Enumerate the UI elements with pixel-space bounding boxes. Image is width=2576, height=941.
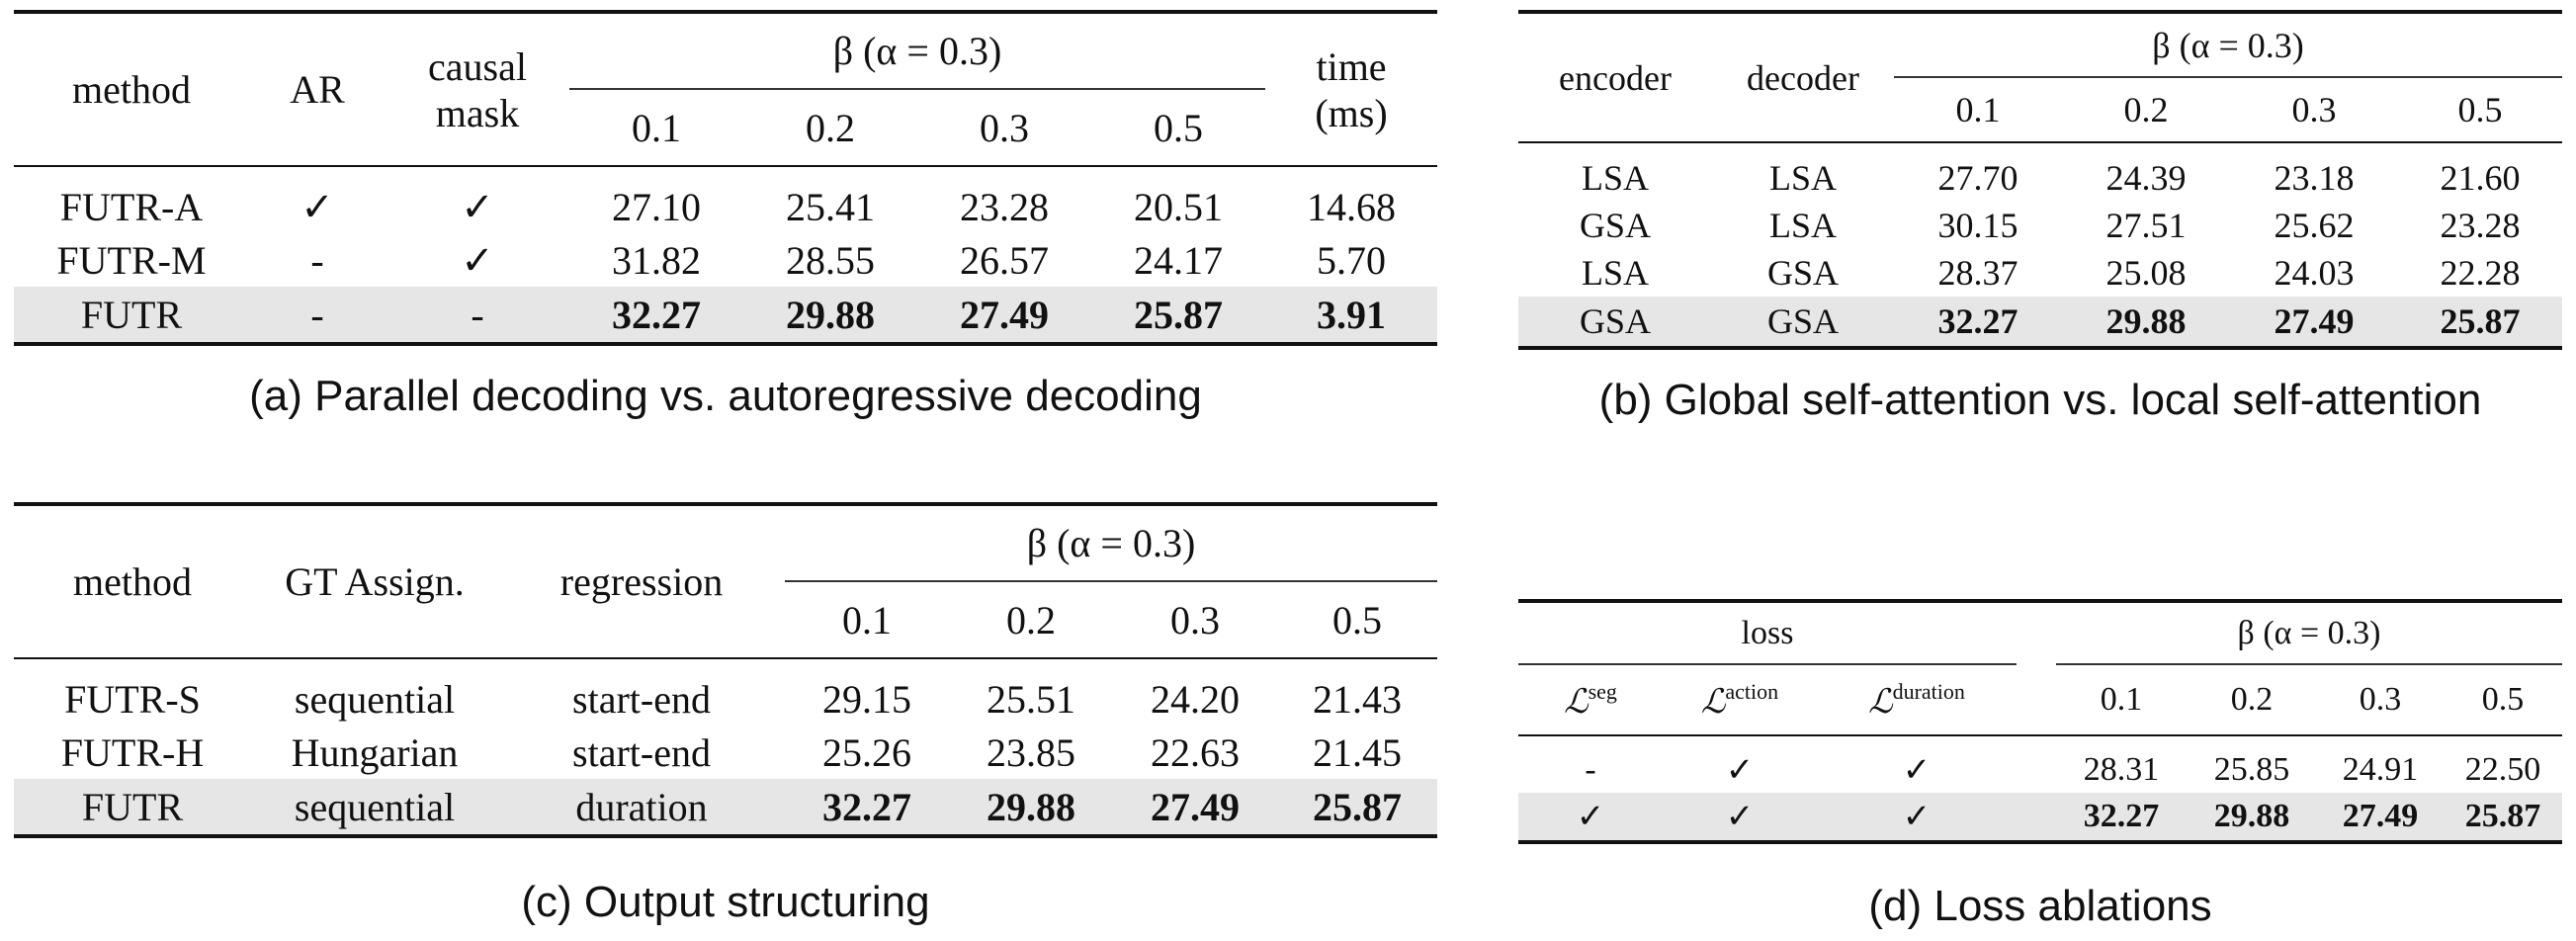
- check-mark: ✓: [301, 184, 334, 229]
- table-c-panel: [14, 502, 1437, 927]
- table-row: - ✓ ✓ 28.31 25.85 24.91 22.50: [1518, 747, 2562, 793]
- check-mark: ✓: [1518, 793, 1663, 842]
- header-causal-mask: causal mask: [428, 43, 527, 135]
- header-l-seg: ℒ$^{seg}$: [1564, 678, 1617, 722]
- header-beta: β (α = 0.3): [1894, 12, 2562, 77]
- header-loss: loss: [1518, 601, 2017, 664]
- table-row: FUTR-H Hungarian start-end 25.26 23.85 22.63 21.45: [60, 729, 1402, 775]
- check-mark: ✓: [461, 237, 494, 283]
- check-mark: ✓: [1663, 793, 1817, 842]
- caption-d: (d) Loss ablations: [1868, 882, 2212, 930]
- header-ar: AR: [290, 67, 345, 112]
- table-row-highlight: FUTR - - 32.27 29.88 27.49 25.87 3.91: [14, 287, 1437, 344]
- caption-b: (b) Global self-attention vs. local self-attention: [1598, 376, 2482, 424]
- table-row-highlight: ✓ ✓ ✓ 32.27 29.88 27.49 25.87: [1518, 793, 2562, 842]
- table-b-panel: [1518, 10, 2562, 425]
- check-mark: ✓: [1902, 752, 1932, 789]
- header-decoder: decoder: [1747, 57, 1859, 98]
- table-d-panel: [1518, 599, 2562, 931]
- table-row: LSA GSA 28.37 25.08 24.03 22.28: [1581, 253, 2521, 293]
- table-b: encoder decoder β (α = 0.3) 0.1 0.2 0.3 0.5 LSA LSA 27.70 24.39 23.18 21.60 GSA LSA 30.15 27.51 25.62 23.28 LSA GSA 28.37 25.08 24.03 22.28 GSA GSA 32.27 29.88 27.49 25.87: [1518, 10, 2562, 350]
- header-method: method: [72, 67, 191, 112]
- header-gt-assign: GT Assign.: [285, 559, 465, 604]
- beta-col: 0.3: [980, 105, 1029, 150]
- table-row: LSA LSA 27.70 24.39 23.18 21.60: [1581, 158, 2521, 198]
- check-mark: ✓: [1725, 752, 1755, 789]
- table-c: method GT Assign. regression β (α = 0.3) 0.1 0.2 0.3 0.5 FUTR-S sequential start-end 29.15 25.51 24.20 21.43 FUTR-H Hungarian start-end 25.26 23.85 22.63 21.45 FUTR sequential duration 32.27 29.88 27.49 25.87: [14, 502, 1437, 838]
- check-mark: ✓: [461, 184, 494, 229]
- table-row: GSA LSA 30.15 27.51 25.62 23.28: [1579, 206, 2521, 245]
- beta-col: 0.5: [1154, 105, 1203, 150]
- header-time: time (ms): [1315, 43, 1388, 135]
- table-row-highlight: FUTR sequential duration 32.27 29.88 27.49 25.87: [14, 779, 1437, 836]
- caption-c: (c) Output structuring: [521, 878, 930, 926]
- table-row: FUTR-S sequential start-end 29.15 25.51 24.20 21.43: [64, 676, 1402, 722]
- header-regression: regression: [559, 559, 724, 604]
- beta-col: 0.2: [806, 105, 855, 150]
- table-row-highlight: GSA GSA 32.27 29.88 27.49 25.87: [1518, 297, 2562, 348]
- header-method: method: [73, 559, 192, 604]
- header-beta: β (α = 0.3): [2056, 601, 2562, 664]
- header-l-duration: ℒ$^{duration}$: [1868, 678, 1965, 722]
- caption-a: (a) Parallel decoding vs. autoregressive decoding: [249, 372, 1202, 420]
- table-d: loss β (α = 0.3) ℒ$^{seg}$ ℒ$^{action}$ ℒ$^{duration}$ 0.1 0.2 0.3 0.5 - ✓ ✓ 28.31 25.85 24.91 22.50 ✓ ✓ ✓ 32.27 29.88 27.49 25.87: [1518, 599, 2562, 844]
- table-row: FUTR-A ✓ ✓ 27.10 25.41 23.28 20.51 14.68: [14, 180, 1437, 233]
- header-l-action: ℒ$^{action}$: [1700, 678, 1779, 722]
- table-row: FUTR-M - ✓ 31.82 28.55 26.57 24.17 5.70: [14, 233, 1437, 287]
- check-mark: ✓: [1817, 793, 2017, 842]
- header-beta: β (α = 0.3): [569, 12, 1265, 89]
- table-a-panel: [14, 10, 1437, 421]
- beta-col: 0.1: [632, 105, 681, 150]
- header-beta: β (α = 0.3): [785, 504, 1437, 581]
- header-encoder: encoder: [1559, 57, 1672, 98]
- table-a: [14, 10, 1437, 346]
